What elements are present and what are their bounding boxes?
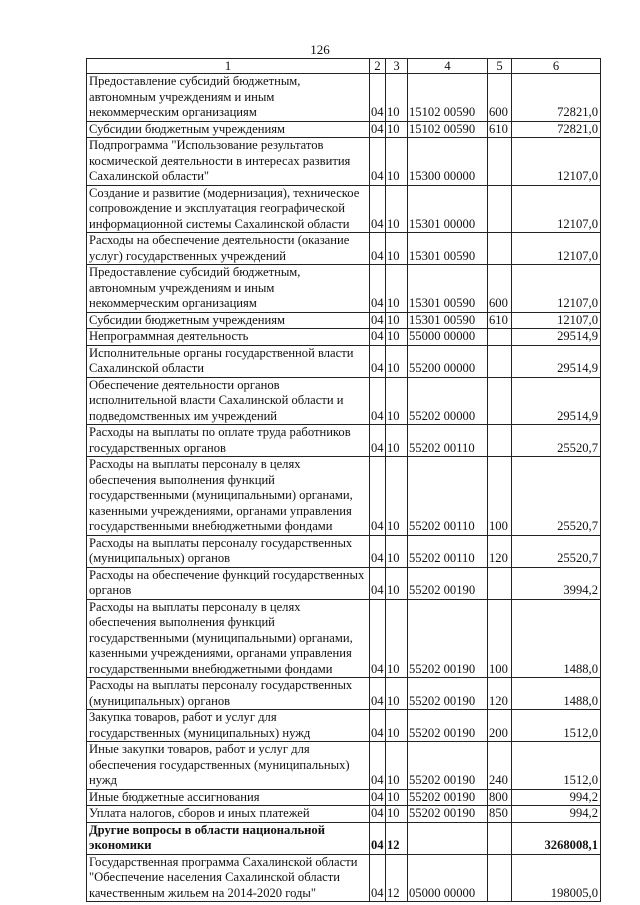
amount: 29514,9 — [512, 377, 601, 425]
amount: 12107,0 — [512, 138, 601, 186]
target-article-code: 55202 00190 — [408, 742, 488, 790]
expense-type-code: 120 — [488, 535, 512, 567]
subsection-code: 10 — [386, 742, 408, 790]
row-description: Расходы на обеспечение деятельности (оказание услуг) государственных учреждений — [87, 233, 370, 265]
table-row — [87, 265, 601, 313]
section-code: 04 — [370, 599, 386, 678]
expense-type-code — [488, 822, 512, 854]
expense-type-code: 100 — [488, 457, 512, 536]
column-header-5: 5 — [488, 59, 512, 74]
amount: 994,2 — [512, 806, 601, 823]
expense-type-code: 800 — [488, 789, 512, 806]
expense-type-code — [488, 329, 512, 346]
section-code: 04 — [370, 457, 386, 536]
expense-type-code — [488, 567, 512, 599]
amount: 12107,0 — [512, 312, 601, 329]
expense-type-code: 600 — [488, 265, 512, 313]
row-description: Предоставление субсидий бюджетным, автономным учреждениям и иным некоммерческим организациям — [87, 74, 370, 122]
target-article-code: 05000 00000 — [408, 854, 488, 902]
subsection-code: 10 — [386, 329, 408, 346]
section-code: 04 — [370, 74, 386, 122]
table-row — [87, 329, 601, 346]
row-description: Иные закупки товаров, работ и услуг для обеспечения государственных (муниципальных) нужд — [87, 742, 370, 790]
amount: 1512,0 — [512, 710, 601, 742]
subsection-code: 10 — [386, 233, 408, 265]
row-description: Другие вопросы в области национальной экономики — [87, 822, 370, 854]
target-article-code: 15102 00590 — [408, 121, 488, 138]
table-row — [87, 599, 601, 678]
target-article-code: 15300 00000 — [408, 138, 488, 186]
row-description: Уплата налогов, сборов и иных платежей — [87, 806, 370, 823]
table-row — [87, 789, 601, 806]
target-article-code: 55202 00110 — [408, 425, 488, 457]
section-code: 04 — [370, 535, 386, 567]
amount: 12107,0 — [512, 233, 601, 265]
row-description: Расходы на выплаты по оплате труда работников государственных органов — [87, 425, 370, 457]
subsection-code: 10 — [386, 599, 408, 678]
section-code: 04 — [371, 329, 384, 343]
target-article-code: 15301 00000 — [408, 185, 488, 233]
page-number: 126 — [310, 42, 330, 57]
row-description: Иные бюджетные ассигнования — [87, 789, 370, 806]
section-code: 04 — [370, 345, 386, 377]
table-row — [87, 312, 601, 329]
row-description: Субсидии бюджетным учреждениям — [87, 312, 370, 329]
table-row — [87, 121, 601, 138]
subsection-code: 10 — [386, 138, 408, 186]
subsection-code: 10 — [386, 425, 408, 457]
section-code: 04 — [370, 822, 386, 854]
section-code: 04 — [370, 742, 386, 790]
section-code: 04 — [371, 312, 384, 327]
table-row — [87, 138, 601, 186]
target-article-code: 15301 00590 — [408, 312, 488, 329]
target-article-code — [408, 822, 488, 854]
table-row — [87, 74, 601, 122]
column-header-2: 2 — [370, 59, 386, 74]
target-article-code: 55202 00190 — [408, 806, 488, 823]
column-header-1: 1 — [87, 59, 370, 74]
row-description: Государственная программа Сахалинской области "Обеспечение населения Сахалинской области качественным жильем на 2014-2020 годы" — [87, 854, 370, 902]
table-row — [87, 457, 601, 536]
target-article-code: 55202 00190 — [408, 710, 488, 742]
subsection-code: 10 — [386, 265, 408, 313]
amount: 72821,0 — [512, 74, 601, 122]
amount: 994,2 — [512, 789, 601, 806]
table-row — [87, 377, 601, 425]
row-description: Субсидии бюджетным учреждениям — [87, 121, 370, 138]
subsection-code: 10 — [386, 806, 408, 823]
expense-type-code: 200 — [488, 710, 512, 742]
expense-type-code: 120 — [488, 678, 512, 710]
subsection-code: 10 — [386, 710, 408, 742]
expense-type-code — [488, 233, 512, 265]
section-code: 04 — [370, 854, 386, 902]
row-description: Расходы на выплаты персоналу государственных (муниципальных) органов — [87, 535, 370, 567]
subsection-code: 10 — [386, 789, 408, 806]
target-article-code: 15102 00590 — [408, 74, 488, 122]
subsection-code: 10 — [386, 185, 408, 233]
amount: 1488,0 — [512, 599, 601, 678]
section-code: 04 — [370, 138, 386, 186]
subsection-code: 12 — [386, 854, 408, 902]
amount: 29514,9 — [512, 345, 601, 377]
amount: 25520,7 — [512, 535, 601, 567]
table-row — [87, 678, 601, 710]
section-code: 04 — [370, 678, 386, 710]
table-row — [87, 806, 601, 823]
table-row — [87, 742, 601, 790]
expense-type-code: 100 — [488, 599, 512, 678]
row-description: Расходы на выплаты персоналу в целях обеспечения выполнения функций государственными (муниципальными) органами, казенными учреждениями, органами управления государственными внебюджетными фондами — [87, 599, 370, 678]
header-row — [87, 59, 601, 74]
section-code: 04 — [370, 710, 386, 742]
table-row — [87, 567, 601, 599]
row-description: Расходы на выплаты персоналу государственных (муниципальных) органов — [87, 678, 370, 710]
expense-type-code — [488, 138, 512, 186]
budget-table — [86, 58, 601, 902]
column-header-4: 4 — [408, 59, 488, 74]
table-row — [87, 233, 601, 265]
amount: 198005,0 — [512, 854, 601, 902]
section-code: 04 — [370, 567, 386, 599]
expense-type-code — [488, 185, 512, 233]
expense-type-code — [488, 377, 512, 425]
section-code: 04 — [371, 121, 384, 136]
table-row — [87, 710, 601, 742]
subsection-code: 10 — [386, 678, 408, 710]
target-article-code: 55200 00000 — [408, 345, 488, 377]
table-row — [87, 535, 601, 567]
amount: 29514,9 — [512, 329, 601, 346]
target-article-code: 55202 00190 — [408, 678, 488, 710]
section-code: 04 — [371, 789, 384, 804]
target-article-code: 55202 00000 — [408, 377, 488, 425]
row-description: Закупка товаров, работ и услуг для государственных (муниципальных) нужд — [87, 710, 370, 742]
subsection-code: 10 — [386, 121, 408, 138]
table-row — [87, 185, 601, 233]
expense-type-code: 610 — [488, 121, 512, 138]
subsection-code: 10 — [386, 377, 408, 425]
table-row — [87, 854, 601, 902]
subsection-code: 12 — [386, 822, 408, 854]
subsection-code: 10 — [386, 535, 408, 567]
target-article-code: 55202 00110 — [408, 535, 488, 567]
section-code: 04 — [370, 425, 386, 457]
amount: 25520,7 — [512, 425, 601, 457]
target-article-code: 55202 00190 — [408, 599, 488, 678]
target-article-code: 55000 00000 — [408, 329, 488, 346]
table-row — [87, 345, 601, 377]
target-article-code: 55202 00110 — [408, 457, 488, 536]
row-description: Создание и развитие (модернизация), техническое сопровождение и эксплуатация географической информационной системы Сахалинской области — [87, 185, 370, 233]
subsection-code: 10 — [386, 312, 408, 329]
target-article-code: 55202 00190 — [408, 567, 488, 599]
expense-type-code — [488, 854, 512, 902]
amount: 72821,0 — [512, 121, 601, 138]
table-row — [87, 822, 601, 854]
column-header-3: 3 — [386, 59, 408, 74]
subsection-code: 10 — [386, 74, 408, 122]
target-article-code: 15301 00590 — [408, 233, 488, 265]
row-description: Предоставление субсидий бюджетным, автономным учреждениям и иным некоммерческим организациям — [87, 265, 370, 313]
expense-type-code: 240 — [488, 742, 512, 790]
subsection-code: 10 — [386, 457, 408, 536]
expense-type-code — [488, 345, 512, 377]
expense-type-code: 610 — [488, 312, 512, 329]
amount: 12107,0 — [512, 185, 601, 233]
expense-type-code — [488, 425, 512, 457]
row-description: Расходы на обеспечение функций государственных органов — [87, 567, 370, 599]
target-article-code: 55202 00190 — [408, 789, 488, 806]
row-description: Подпрограмма "Использование результатов космической деятельности в интересах развития Сахалинской области" — [87, 138, 370, 186]
column-header-6: 6 — [512, 59, 601, 74]
section-code: 04 — [370, 185, 386, 233]
subsection-code: 10 — [386, 567, 408, 599]
amount: 3994,2 — [512, 567, 601, 599]
table-row — [87, 425, 601, 457]
subsection-code: 10 — [386, 345, 408, 377]
amount: 1488,0 — [512, 678, 601, 710]
section-code: 04 — [370, 233, 386, 265]
expense-type-code: 850 — [488, 806, 512, 823]
section-code: 04 — [370, 265, 386, 313]
row-description: Расходы на выплаты персоналу в целях обеспечения выполнения функций государственными (муниципальными) органами, казенными учреждениями, органами управления государственными внебюджетными фондами — [87, 457, 370, 536]
row-description: Обеспечение деятельности органов исполнительной власти Сахалинской области и подведомственных им учреждений — [87, 377, 370, 425]
row-description: Непрограммная деятельность — [87, 329, 370, 346]
amount: 12107,0 — [512, 265, 601, 313]
section-code: 04 — [370, 377, 386, 425]
section-code: 04 — [371, 806, 384, 820]
amount: 25520,7 — [512, 457, 601, 536]
amount: 3268008,1 — [512, 822, 601, 854]
amount: 1512,0 — [512, 742, 601, 790]
row-description: Исполнительные органы государственной власти Сахалинской области — [87, 345, 370, 377]
expense-type-code: 600 — [488, 74, 512, 122]
target-article-code: 15301 00590 — [408, 265, 488, 313]
